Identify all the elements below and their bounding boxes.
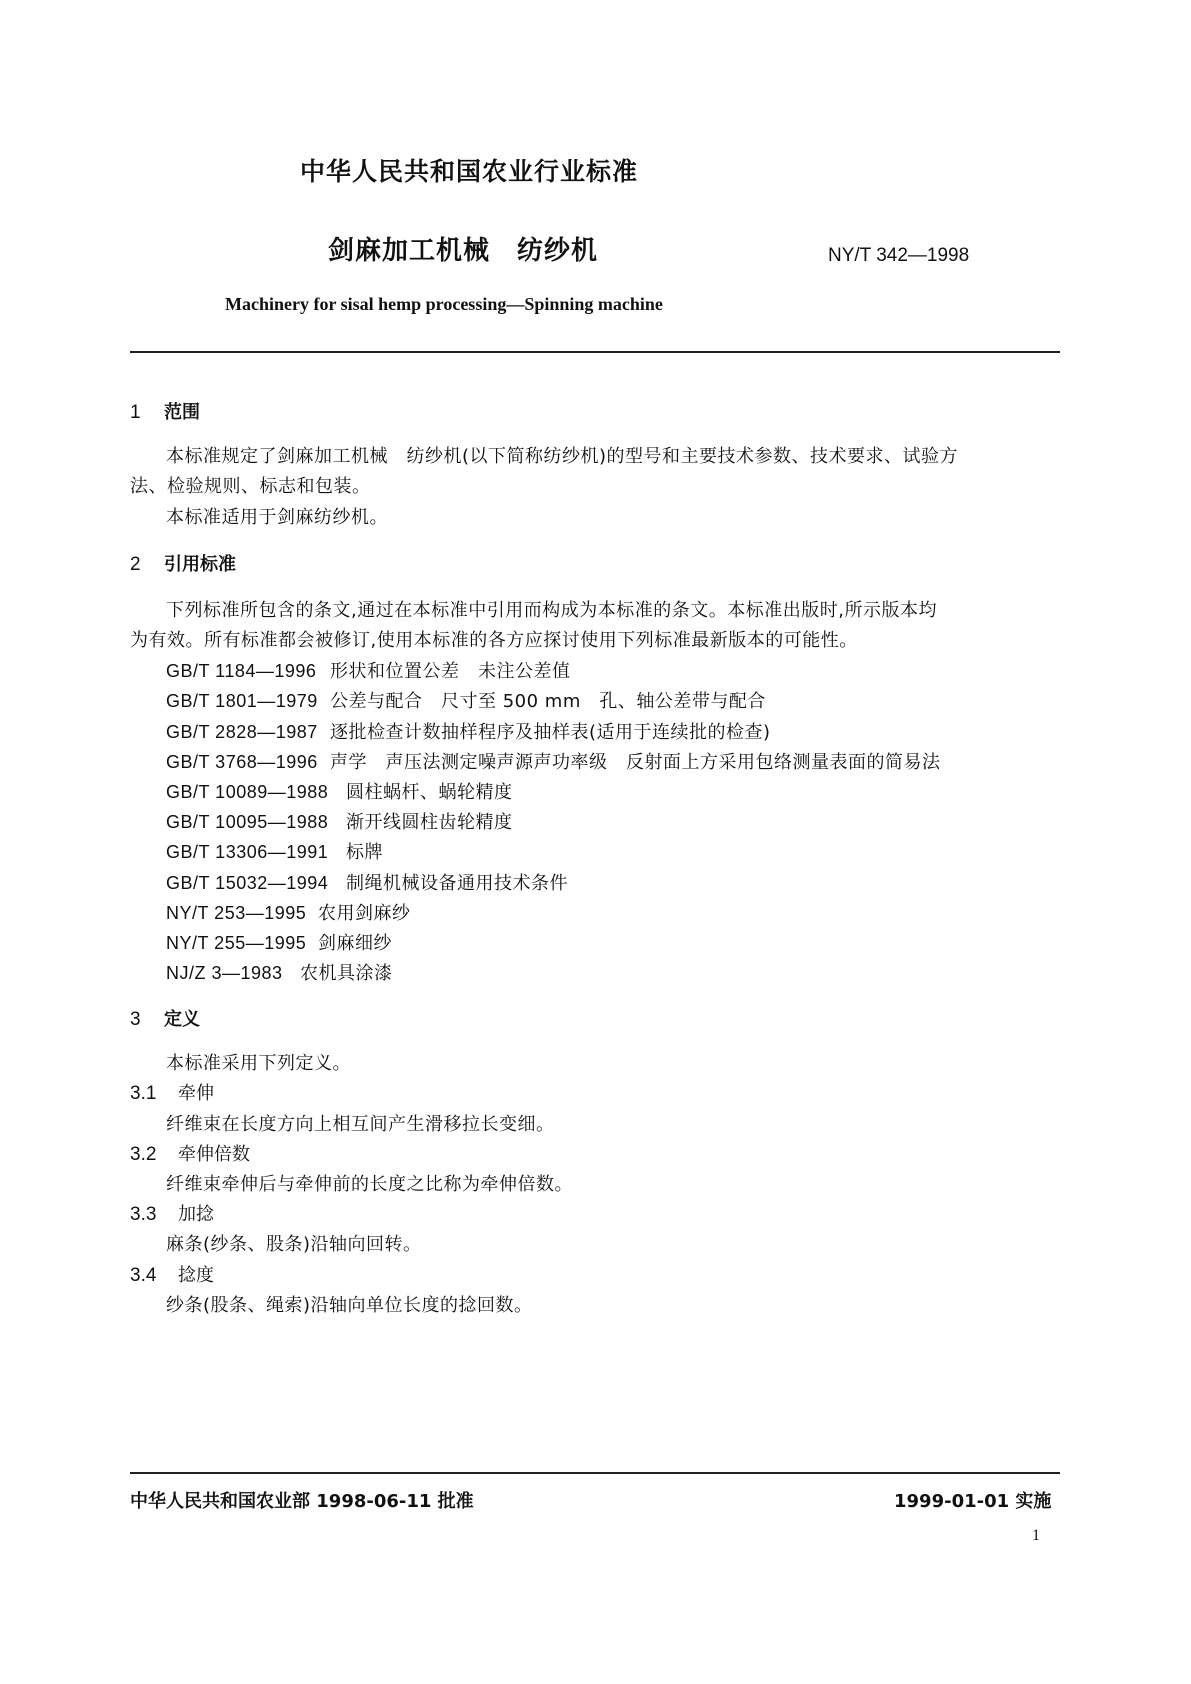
definition-term: 加捻 bbox=[178, 1204, 214, 1225]
definition-term: 牵伸 bbox=[178, 1083, 214, 1104]
reference-name: 标牌 bbox=[346, 842, 383, 863]
definition-number: 3.2 bbox=[130, 1144, 157, 1165]
reference-item bbox=[166, 929, 392, 955]
footer-rule bbox=[130, 1472, 1060, 1474]
reference-item bbox=[166, 687, 766, 713]
definition-text: 纱条(股条、绳索)沿轴向单位长度的捻回数。 bbox=[166, 1295, 533, 1316]
section-3-heading bbox=[130, 1005, 200, 1031]
reference-item bbox=[166, 778, 513, 804]
standard-type: 中华人民共和国农业行业标准 bbox=[300, 157, 639, 186]
reference-name: 圆柱蜗杆、蜗轮精度 bbox=[346, 782, 513, 803]
document-number: NY/T 342—1998 bbox=[828, 245, 970, 266]
reference-code: NJ/Z 3—1983 bbox=[166, 963, 283, 983]
section-2-paragraph: 为有效。所有标准都会被修订,使用本标准的各方应探讨使用下列标准最新版本的可能性。 bbox=[130, 630, 858, 651]
section-number: 2 bbox=[130, 554, 141, 575]
issued-by: 中华人民共和国农业部 1998-06-11 批准 bbox=[130, 1491, 474, 1512]
reference-name: 农机具涂漆 bbox=[300, 963, 393, 984]
reference-code: GB/T 10089—1988 bbox=[166, 782, 329, 802]
section-2-heading bbox=[130, 550, 236, 576]
definition-term-row bbox=[130, 1261, 214, 1287]
reference-name: 声学 声压法测定噪声源声功率级 反射面上方采用包络测量表面的简易法 bbox=[330, 752, 941, 773]
definition-text: 纤维束在长度方向上相互间产生滑移拉长变细。 bbox=[166, 1114, 555, 1135]
reference-item bbox=[166, 718, 771, 744]
reference-code: NY/T 253—1995 bbox=[166, 903, 307, 923]
reference-item bbox=[166, 808, 513, 834]
section-number: 3 bbox=[130, 1009, 141, 1030]
section-number: 1 bbox=[130, 402, 141, 423]
reference-code: GB/T 1801—1979 bbox=[166, 691, 318, 711]
section-1-paragraph: 本标准适用于剑麻纺纱机。 bbox=[166, 507, 388, 528]
section-title: 定义 bbox=[164, 1009, 200, 1030]
page-number: 1 bbox=[1032, 1527, 1040, 1544]
section-3-paragraph: 本标准采用下列定义。 bbox=[166, 1053, 351, 1074]
reference-code: GB/T 1184—1996 bbox=[166, 661, 317, 681]
reference-item bbox=[166, 657, 571, 683]
definition-term: 牵伸倍数 bbox=[178, 1144, 250, 1165]
reference-name: 农用剑麻纱 bbox=[318, 903, 411, 924]
definition-term-row bbox=[130, 1200, 214, 1226]
reference-name: 制绳机械设备通用技术条件 bbox=[346, 873, 568, 894]
definition-text: 麻条(纱条、股条)沿轴向回转。 bbox=[166, 1234, 422, 1255]
reference-code: GB/T 13306—1991 bbox=[166, 842, 329, 862]
reference-name: 公差与配合 尺寸至 500 mm 孔、轴公差带与配合 bbox=[330, 691, 766, 712]
document-title: 剑麻加工机械 纺纱机 bbox=[328, 236, 599, 266]
reference-name: 剑麻细纱 bbox=[318, 933, 392, 954]
definition-number: 3.3 bbox=[130, 1204, 157, 1225]
english-title: Machinery for sisal hemp processing—Spinning machine bbox=[225, 294, 663, 314]
section-1-paragraph: 本标准规定了剑麻加工机械 纺纱机(以下简称纺纱机)的型号和主要技术参数、技术要求、试验方 bbox=[166, 446, 959, 467]
section-title: 引用标准 bbox=[164, 554, 236, 575]
header-rule bbox=[130, 351, 1060, 353]
section-1-heading bbox=[130, 398, 200, 424]
reference-item bbox=[166, 899, 411, 925]
effective-date: 1999-01-01 实施 bbox=[894, 1491, 1052, 1512]
reference-code: NY/T 255—1995 bbox=[166, 933, 307, 953]
reference-item bbox=[166, 959, 393, 985]
reference-name: 形状和位置公差 未注公差值 bbox=[330, 661, 571, 682]
definition-number: 3.1 bbox=[130, 1083, 157, 1104]
section-2-paragraph: 下列标准所包含的条文,通过在本标准中引用而构成为本标准的条文。本标准出版时,所示版本均 bbox=[166, 600, 937, 621]
reference-code: GB/T 2828—1987 bbox=[166, 722, 318, 742]
section-title: 范围 bbox=[164, 402, 200, 423]
reference-code: GB/T 3768—1996 bbox=[166, 752, 318, 772]
definition-text: 纤维束牵伸后与牵伸前的长度之比称为牵伸倍数。 bbox=[166, 1174, 573, 1195]
reference-code: GB/T 15032—1994 bbox=[166, 873, 329, 893]
section-1-paragraph: 法、检验规则、标志和包装。 bbox=[130, 476, 371, 497]
reference-item bbox=[166, 869, 568, 895]
reference-code: GB/T 10095—1988 bbox=[166, 812, 329, 832]
definition-number: 3.4 bbox=[130, 1265, 157, 1286]
definition-term: 捻度 bbox=[178, 1265, 214, 1286]
reference-name: 渐开线圆柱齿轮精度 bbox=[346, 812, 513, 833]
reference-name: 逐批检查计数抽样程序及抽样表(适用于连续批的检查) bbox=[330, 722, 771, 743]
reference-item bbox=[166, 748, 941, 774]
reference-item bbox=[166, 838, 383, 864]
definition-term-row bbox=[130, 1079, 214, 1105]
definition-term-row bbox=[130, 1140, 250, 1166]
